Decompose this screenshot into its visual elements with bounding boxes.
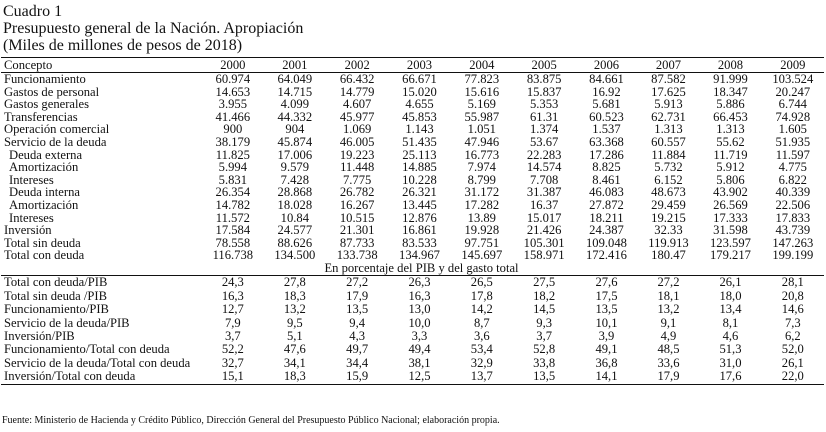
table-cell: 51.435 — [402, 134, 437, 149]
table-cell: 11.825 — [215, 147, 250, 162]
table-cell: 49,1 — [595, 342, 618, 357]
row-label: Amortización — [9, 160, 79, 175]
table-cell: 21.301 — [339, 223, 375, 238]
table-cell: 14.574 — [526, 160, 562, 175]
row-label: Total sin deuda — [4, 235, 81, 250]
table-cell: 27,5 — [513, 276, 575, 290]
table-cell: 24.387 — [589, 223, 624, 238]
table-cell: 43.902 — [713, 185, 748, 200]
table-cell: 16,3 — [408, 288, 431, 303]
table-cell: 14.653 — [215, 84, 251, 99]
table-cell: 134.967 — [399, 248, 440, 263]
table-cell: 16.92 — [592, 84, 621, 99]
table-cell: 27,6 — [575, 276, 637, 290]
table-cell: 14,5 — [533, 302, 556, 317]
table-cell: 15.616 — [464, 84, 500, 99]
table-cell: 18,2 — [533, 288, 556, 303]
table-cell: 7.428 — [280, 172, 309, 187]
table-cell: 16.267 — [339, 197, 375, 212]
table-cell: 32.33 — [654, 223, 683, 238]
row-label: Intereses — [9, 210, 54, 225]
table-cell: 49,7 — [346, 342, 369, 357]
table-cell: 1.051 — [467, 122, 496, 137]
table-cell: 44.332 — [277, 109, 313, 124]
table-cell: 78.558 — [215, 235, 251, 250]
table-cell: 5.806 — [716, 172, 745, 187]
budget-table — [1, 57, 824, 385]
column-header-concepto: Concepto — [1, 58, 202, 73]
table-row — [1, 370, 824, 384]
table-cell: 18,1 — [657, 288, 680, 303]
table-cell: 17.006 — [277, 147, 313, 162]
table-cell: 53,4 — [470, 342, 493, 357]
table-cell: 15,1 — [202, 370, 264, 384]
table-cell: 11.719 — [713, 147, 748, 162]
source-note: Fuente: Ministerio de Hacienda y Crédito Público, Dirección General del Presupuesto Público Nacional; elaboración propia. — [2, 415, 500, 426]
table-cell: 13,5 — [595, 302, 618, 317]
table-cell: 1.313 — [716, 122, 745, 137]
table-cell: 83.875 — [526, 72, 562, 86]
section-heading: En porcentaje del PIB y del gasto total — [324, 260, 519, 275]
table-cell: 34,4 — [346, 355, 369, 370]
table-cell: 5.353 — [529, 97, 559, 112]
table-cell: 53.67 — [529, 134, 559, 149]
table-cell: 97.751 — [464, 235, 500, 250]
table-cell: 18.028 — [277, 197, 313, 212]
table-cell: 133.738 — [336, 248, 378, 263]
table-cell: 10.515 — [339, 210, 375, 225]
table-cell: 20,8 — [781, 288, 804, 303]
column-header-year: 2004 — [451, 58, 513, 73]
table-cell: 31.387 — [526, 185, 562, 200]
table-cell: 21.426 — [526, 223, 562, 238]
table-cell: 18.347 — [713, 84, 748, 99]
table-cell: 5.886 — [716, 97, 745, 112]
table-cell: 199.199 — [772, 248, 814, 263]
table-cell: 77.823 — [464, 72, 500, 86]
table-cell: 4.655 — [405, 97, 434, 112]
table-cell: 62.731 — [651, 109, 686, 124]
table-cell: 9.579 — [280, 160, 309, 175]
table-cell: 1.143 — [405, 122, 434, 137]
table-cell: 103.524 — [772, 72, 814, 86]
table-cell: 66.453 — [713, 109, 748, 124]
table-cell: 10,1 — [595, 315, 618, 330]
table-cell: 26,1 — [781, 355, 804, 370]
table-cell: 3,7 — [536, 328, 553, 343]
table-cell: 13,4 — [719, 302, 742, 317]
table-cell: 9,3 — [536, 315, 553, 330]
table-cell: 19.215 — [651, 210, 686, 225]
table-cell: 48,5 — [657, 342, 680, 357]
table-cell: 7,3 — [784, 315, 801, 330]
table-cell: 17,6 — [699, 370, 761, 384]
table-cell: 5,1 — [286, 328, 303, 343]
table-row — [1, 343, 824, 356]
row-label: Funcionamiento — [4, 72, 86, 86]
table-cell: 172.416 — [586, 248, 627, 263]
table-cell: 12,5 — [388, 370, 450, 384]
table-cell: 10.84 — [280, 210, 309, 225]
table-cell: 31,0 — [719, 355, 742, 370]
table-cell: 4,3 — [349, 328, 366, 343]
table-cell: 1.537 — [592, 122, 621, 137]
table-cell: 11.597 — [775, 147, 810, 162]
table-cell: 7.708 — [529, 172, 559, 187]
table-cell: 9,5 — [286, 315, 303, 330]
table-cell: 9,4 — [349, 315, 366, 330]
table-cell: 16.861 — [402, 223, 437, 238]
table-cell: 27.872 — [589, 197, 624, 212]
table-cell: 45.853 — [402, 109, 437, 124]
table-cell: 33,6 — [657, 355, 680, 370]
table-cell: 14,6 — [781, 302, 804, 317]
table-cell: 26.569 — [713, 197, 748, 212]
table-cell: 14.885 — [402, 160, 437, 175]
table-row — [1, 290, 824, 303]
row-label: Total con deuda/PIB — [1, 276, 202, 290]
table-cell: 145.697 — [461, 248, 503, 263]
table-cell: 4.099 — [280, 97, 309, 112]
table-cell: 15.017 — [526, 210, 562, 225]
table-body-amounts — [1, 73, 824, 262]
table-cell: 12,7 — [221, 302, 244, 317]
table-cell: 11.884 — [651, 147, 686, 162]
table-cell: 105.301 — [523, 235, 565, 250]
table-cell: 8,1 — [722, 315, 739, 330]
table-cell: 34,1 — [283, 355, 306, 370]
column-header-year: 2000 — [202, 58, 264, 73]
table-cell: 7.974 — [467, 160, 496, 175]
table-cell: 8.799 — [467, 172, 496, 187]
table-cell: 15,9 — [326, 370, 388, 384]
table-cell: 18,3 — [283, 288, 306, 303]
table-header-row — [1, 58, 824, 73]
column-header-year: 2003 — [388, 58, 450, 73]
table-cell: 27,2 — [326, 276, 388, 290]
table-cell: 14.715 — [277, 84, 313, 99]
table-cell: 46.083 — [589, 185, 624, 200]
table-cell: 26.782 — [339, 185, 375, 200]
table-cell: 6.744 — [778, 97, 807, 112]
table-cell: 51.935 — [775, 134, 811, 149]
column-header-year: 2002 — [326, 58, 388, 73]
table-cell: 17.282 — [464, 197, 500, 212]
table-cell: 19.928 — [464, 223, 500, 238]
row-label: Operación comercial — [4, 122, 110, 137]
table-cell: 134.500 — [274, 248, 316, 263]
table-cell: 18,0 — [719, 288, 742, 303]
table-cell: 46.005 — [339, 134, 375, 149]
table-cell: 4.607 — [342, 97, 372, 112]
table-cell: 3,3 — [411, 328, 428, 343]
table-cell: 66.432 — [339, 72, 375, 86]
table-cell: 900 — [223, 122, 243, 137]
table-cell: 45.874 — [277, 134, 313, 149]
table-cell: 14.782 — [215, 197, 251, 212]
table-cell: 8,7 — [473, 315, 490, 330]
table-cell: 10,0 — [408, 315, 431, 330]
table-row — [1, 136, 824, 149]
table-cell: 27,2 — [638, 276, 700, 290]
table-cell: 31.172 — [464, 185, 500, 200]
table-cell: 15.837 — [526, 84, 562, 99]
table-cell: 60.974 — [215, 72, 251, 86]
table-cell: 4,6 — [722, 328, 739, 343]
table-cell: 17,8 — [470, 288, 493, 303]
table-cell: 33,8 — [533, 355, 556, 370]
table-cell: 3,9 — [598, 328, 615, 343]
table-cell: 52,0 — [781, 342, 804, 357]
row-label: Funcionamiento/PIB — [4, 302, 109, 317]
column-header-year: 2001 — [264, 58, 326, 73]
table-cell: 22,0 — [762, 370, 824, 384]
table-cell: 3.955 — [218, 97, 247, 112]
table-cell: 5.169 — [467, 97, 496, 112]
table-cell: 32,7 — [221, 355, 244, 370]
table-cell: 49,4 — [408, 342, 431, 357]
table-cell: 66.671 — [402, 72, 437, 86]
table-cell: 91.999 — [713, 72, 748, 86]
row-label: Servicio de la deuda — [4, 134, 107, 149]
table-cell: 10.228 — [402, 172, 437, 187]
table-cell: 60.523 — [589, 109, 624, 124]
row-label: Intereses — [9, 172, 54, 187]
table-cell: 1.605 — [778, 122, 807, 137]
table-cell: 51,3 — [719, 342, 742, 357]
table-cell: 17,9 — [346, 288, 369, 303]
table-cell: 13,2 — [283, 302, 306, 317]
column-header-year: 2009 — [762, 58, 824, 73]
table-cell: 25.113 — [402, 147, 437, 162]
table-cell: 87.733 — [339, 235, 375, 250]
table-cell: 4.775 — [778, 160, 807, 175]
table-caption — [3, 3, 303, 54]
table-cell: 109.048 — [586, 235, 627, 250]
table-cell: 4,9 — [660, 328, 677, 343]
table-cell: 22.283 — [526, 147, 562, 162]
table-cell: 24.577 — [277, 223, 313, 238]
table-cell: 11.448 — [340, 160, 375, 175]
table-cell: 38,1 — [408, 355, 431, 370]
table-cell: 38.179 — [215, 134, 251, 149]
section-heading-row — [1, 262, 824, 276]
table-cell: 17,5 — [595, 288, 618, 303]
table-cell: 28.868 — [277, 185, 313, 200]
column-header-year: 2008 — [699, 58, 761, 73]
table-cell: 63.368 — [589, 134, 624, 149]
table-row — [1, 73, 824, 86]
table-cell: 26,1 — [699, 276, 761, 290]
table-cell: 7,9 — [224, 315, 241, 330]
table-cell: 17,9 — [638, 370, 700, 384]
table-cell: 87.582 — [651, 72, 686, 86]
table-cell: 5.913 — [654, 97, 683, 112]
table-cell: 26,5 — [451, 276, 513, 290]
table-number: Cuadro 1 — [3, 3, 63, 20]
row-label: Servicio de la deuda/PIB — [4, 315, 130, 330]
table-subtitle: (Miles de millones de pesos de 2018) — [3, 37, 243, 54]
table-cell: 147.263 — [772, 235, 814, 250]
column-header-year: 2006 — [575, 58, 637, 73]
table-cell: 19.223 — [339, 147, 375, 162]
table-cell: 17.286 — [589, 147, 624, 162]
table-cell: 15.020 — [402, 84, 437, 99]
row-label: Total con deuda — [4, 248, 85, 263]
table-cell: 83.533 — [402, 235, 437, 250]
table-cell: 24,3 — [202, 276, 264, 290]
table-cell: 904 — [285, 122, 305, 137]
row-label: Transferencias — [4, 109, 78, 124]
table-row — [1, 317, 824, 330]
table-cell: 17.333 — [713, 210, 748, 225]
table-cell: 14,2 — [470, 302, 493, 317]
table-cell: 13,5 — [346, 302, 369, 317]
row-label: Inversión/Total con deuda — [1, 370, 202, 384]
table-cell: 16,3 — [221, 288, 244, 303]
table-cell: 6,2 — [784, 328, 801, 343]
table-cell: 180.47 — [651, 248, 686, 263]
row-label: Inversión — [4, 223, 52, 238]
table-row — [1, 303, 824, 316]
table-cell: 1.374 — [529, 122, 559, 137]
table-cell: 18.211 — [589, 210, 624, 225]
table-cell: 13.445 — [402, 197, 437, 212]
table-cell: 31.598 — [713, 223, 748, 238]
table-cell: 43.739 — [775, 223, 811, 238]
row-label: Inversión/PIB — [4, 328, 75, 343]
table-cell: 14.779 — [339, 84, 375, 99]
column-header-year: 2005 — [513, 58, 575, 73]
table-cell: 3,6 — [473, 328, 490, 343]
table-cell: 179.217 — [710, 248, 751, 263]
table-cell: 55.987 — [464, 109, 500, 124]
table-cell: 26.321 — [402, 185, 437, 200]
table-cell: 27,8 — [264, 276, 326, 290]
table-cell: 1.069 — [342, 122, 372, 137]
table-cell: 32,9 — [470, 355, 493, 370]
table-cell: 47,6 — [283, 342, 306, 357]
table-cell: 5.831 — [218, 172, 247, 187]
table-cell: 26.354 — [215, 185, 251, 200]
row-label: Servicio de la deuda/Total con deuda — [4, 355, 191, 370]
table-cell: 29.459 — [651, 197, 686, 212]
table-cell: 14,1 — [575, 370, 637, 384]
row-label: Gastos generales — [4, 97, 89, 112]
table-cell: 60.557 — [651, 134, 686, 149]
table-cell: 13,0 — [408, 302, 431, 317]
table-cell: 13,2 — [657, 302, 680, 317]
table-row — [1, 161, 824, 174]
table-cell: 17.833 — [775, 210, 811, 225]
table-body-percentages — [1, 262, 824, 384]
row-label: Gastos de personal — [4, 84, 100, 99]
table-cell: 8.461 — [592, 172, 621, 187]
table-row — [1, 199, 824, 212]
table-cell: 158.971 — [523, 248, 565, 263]
table-cell: 17.584 — [215, 223, 251, 238]
table-cell: 116.738 — [212, 248, 254, 263]
table-cell: 45.977 — [339, 109, 375, 124]
table-cell: 1.313 — [654, 122, 683, 137]
table-cell: 74.928 — [775, 109, 811, 124]
row-label: Deuda externa — [9, 147, 83, 162]
table-cell: 123.597 — [710, 235, 751, 250]
table-cell: 3,7 — [224, 328, 241, 343]
table-cell: 61.31 — [529, 109, 559, 124]
table-cell: 9,1 — [660, 315, 677, 330]
table-cell: 6.152 — [654, 172, 683, 187]
table-cell: 26,3 — [388, 276, 450, 290]
table-cell: 16.37 — [529, 197, 559, 212]
table-cell: 64.049 — [277, 72, 313, 86]
table-cell: 88.626 — [277, 235, 313, 250]
row-label: Total sin deuda /PIB — [4, 288, 108, 303]
table-title: Presupuesto general de la Nación. Apropiación — [3, 20, 304, 37]
table-cell: 40.339 — [775, 185, 811, 200]
table-cell: 16.773 — [464, 147, 500, 162]
table-cell: 20.247 — [775, 84, 811, 99]
table-cell: 7.775 — [342, 172, 372, 187]
table-cell: 41.466 — [215, 109, 251, 124]
table-cell: 119.913 — [648, 235, 689, 250]
table-cell: 17.625 — [651, 84, 686, 99]
table-row — [1, 98, 824, 111]
table-cell: 22.506 — [775, 197, 811, 212]
table-cell: 52,2 — [221, 342, 244, 357]
table-cell: 5.681 — [592, 97, 621, 112]
row-label: Funcionamiento/Total con deuda — [4, 342, 170, 357]
table-cell: 47.946 — [464, 134, 500, 149]
table-row — [1, 276, 824, 290]
table-cell: 8.825 — [592, 160, 621, 175]
table-cell: 5.912 — [716, 160, 745, 175]
table-cell: 55.62 — [716, 134, 745, 149]
table-cell: 5.732 — [654, 160, 683, 175]
table-cell: 11.572 — [215, 210, 250, 225]
table-row — [1, 357, 824, 370]
table-cell: 84.661 — [589, 72, 624, 86]
table-cell: 13.89 — [467, 210, 496, 225]
row-label: Deuda interna — [9, 185, 80, 200]
table-row — [1, 330, 824, 343]
table-cell: 52,8 — [533, 342, 556, 357]
table-row — [1, 224, 824, 237]
table-cell: 6.822 — [778, 172, 807, 187]
row-label: Amortización — [9, 197, 79, 212]
table-cell: 12.876 — [402, 210, 437, 225]
table-cell: 18,3 — [264, 370, 326, 384]
table-cell: 28,1 — [762, 276, 824, 290]
table-cell: 13,7 — [451, 370, 513, 384]
column-header-year: 2007 — [638, 58, 700, 73]
table-cell: 13,5 — [513, 370, 575, 384]
table-cell: 36,8 — [595, 355, 618, 370]
table-cell: 5.994 — [218, 160, 247, 175]
table-cell: 48.673 — [651, 185, 686, 200]
